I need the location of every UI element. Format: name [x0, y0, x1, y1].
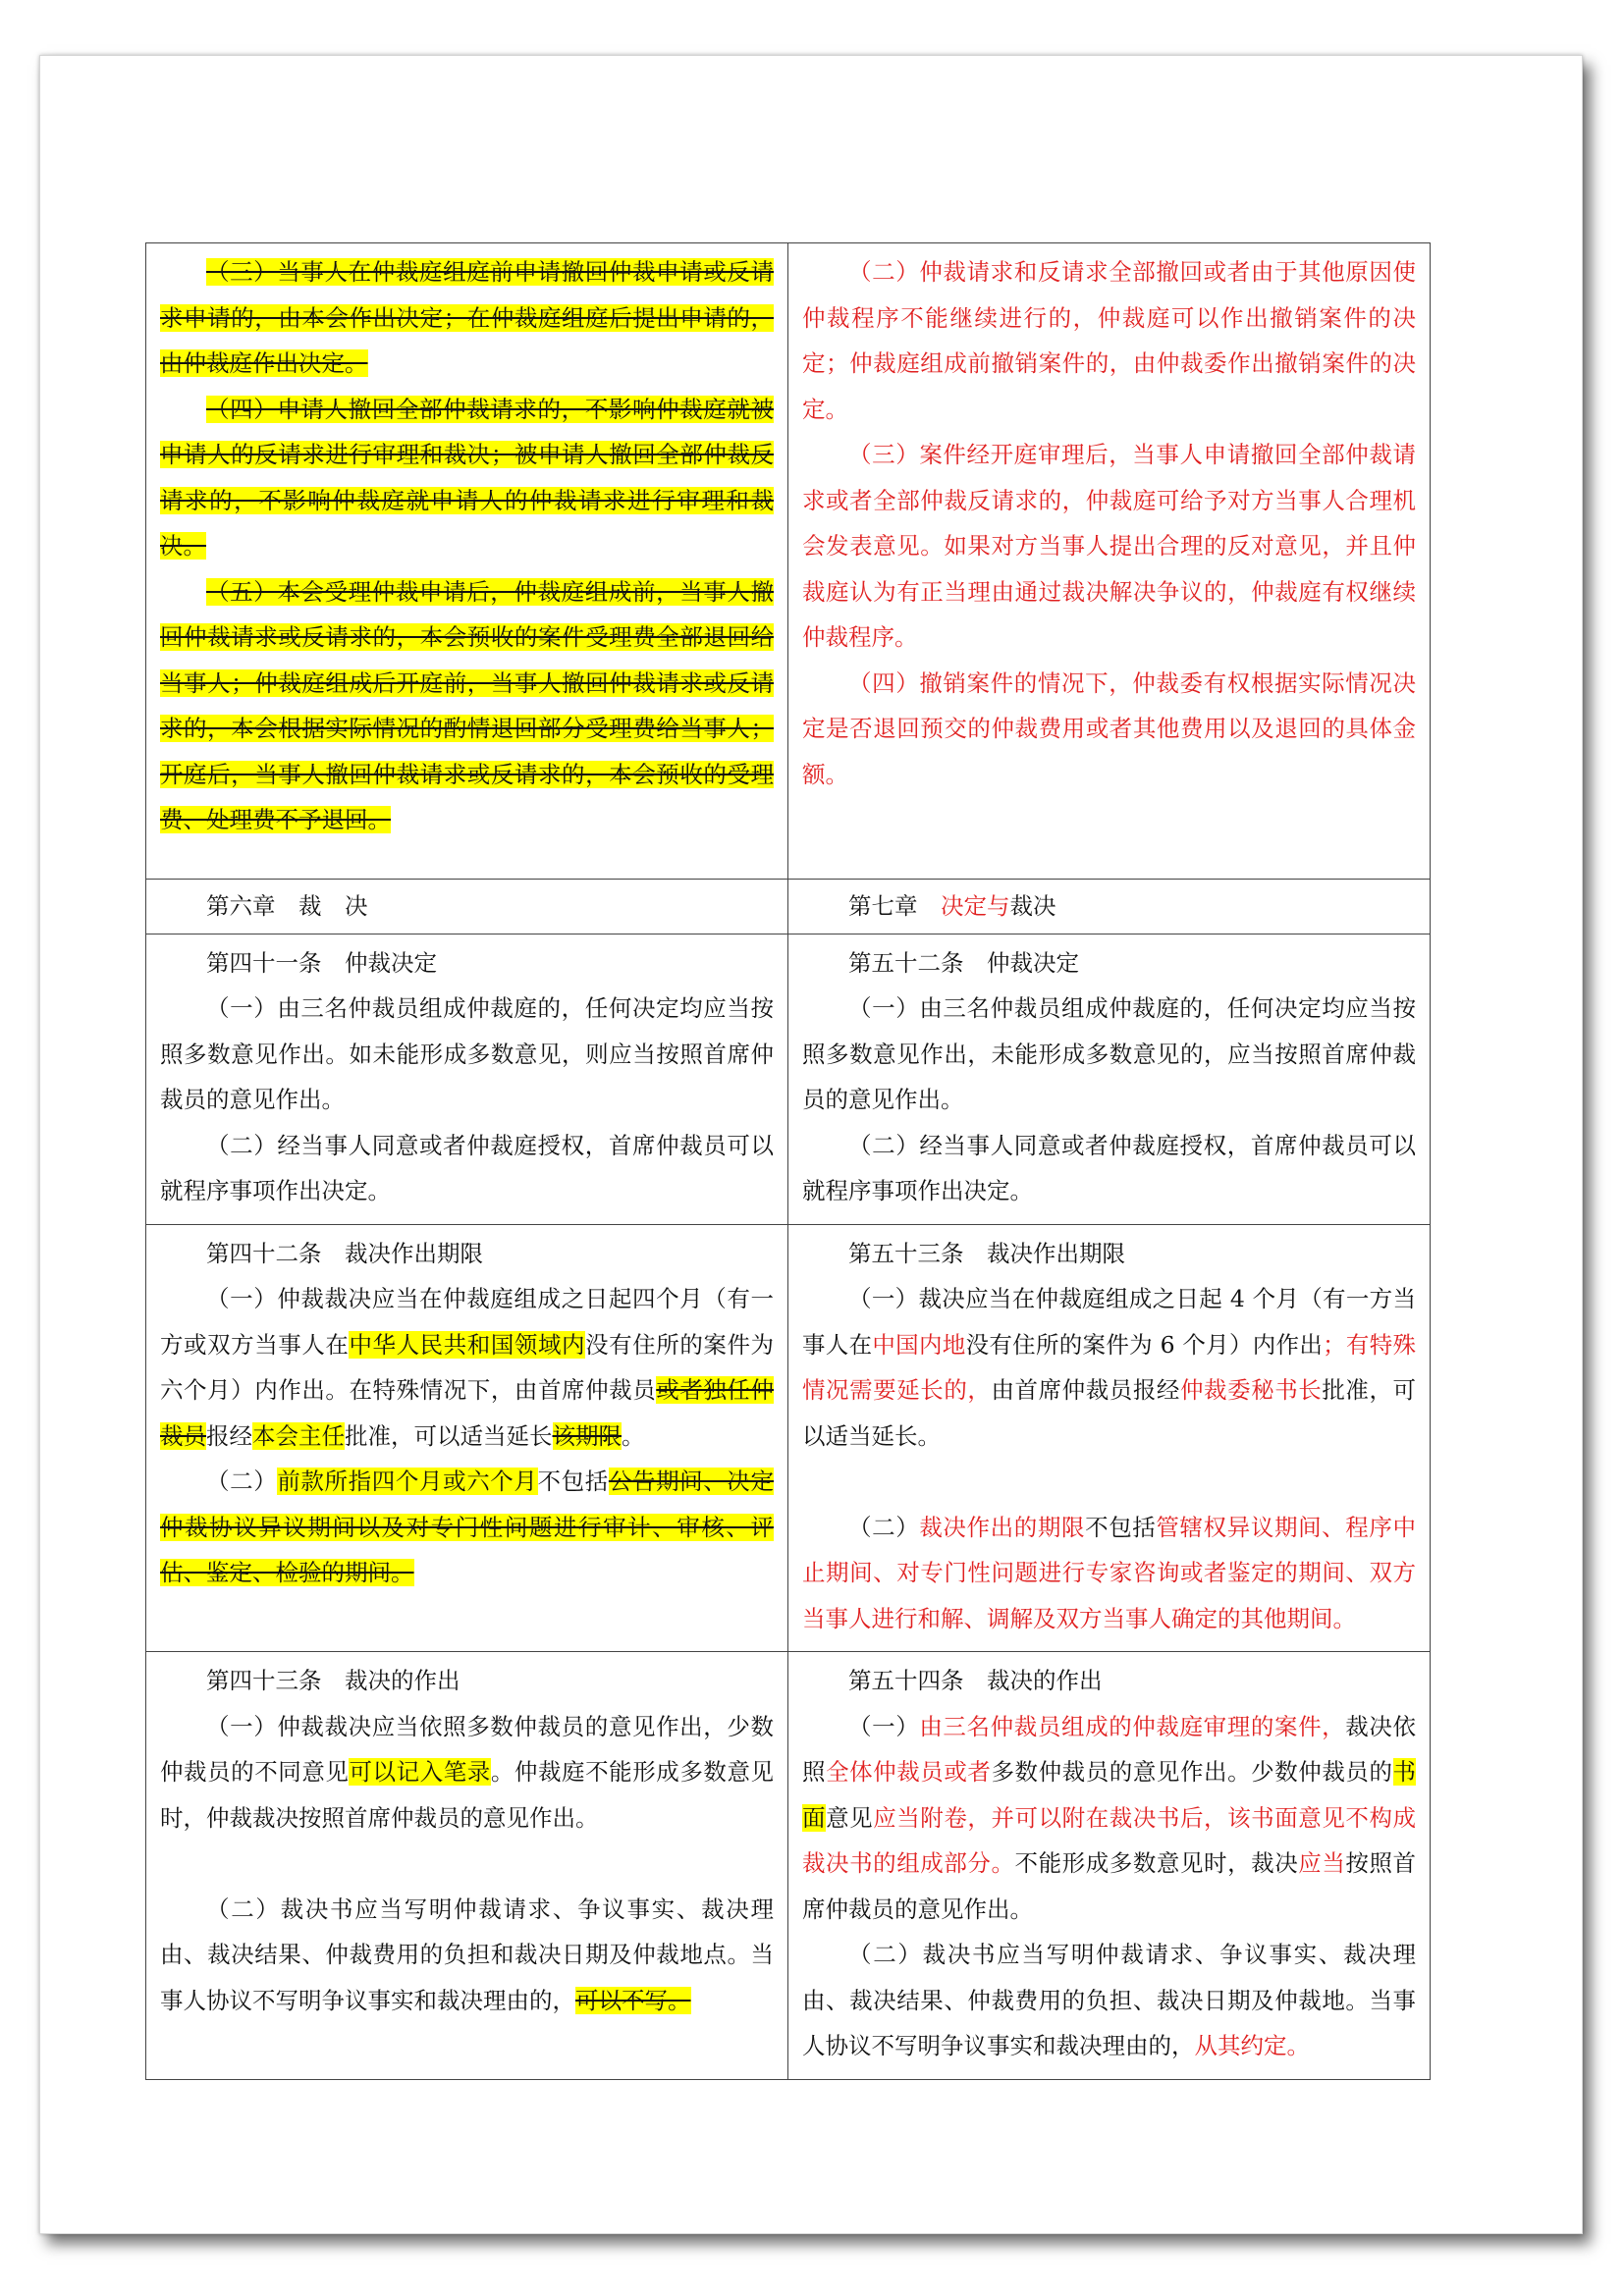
text-run: 第七章	[848, 892, 941, 920]
text-run: 可以不写。	[575, 1986, 691, 2014]
chapter-header-row	[146, 880, 1431, 934]
new-rules-cell	[788, 243, 1431, 880]
new-rules-cell	[788, 934, 1431, 1224]
text-run: 裁决作出的期限	[919, 1513, 1086, 1541]
text-run: （三）案件经开庭审理后，当事人申请撤回全部仲裁请求或者全部仲裁反请求的，仲裁庭可给予对方当事人合理机会发表意见。如果对方当事人提出合理的反对意见，并且仲裁庭认为有正当理由通过裁决解决争议的，仲裁庭有权继续仲裁程序。	[802, 441, 1416, 651]
text-run: （一）裁决应当在仲裁庭组成之日起 4 个月（有一方当事人在	[802, 1285, 1416, 1359]
text-run: （一）由三名仲裁员组成仲裁庭的，任何决定均应当按照多数意见作出。如未能形成多数意见，则应当按照首席仲裁员的意见作出。	[160, 994, 774, 1113]
old-rules-cell	[146, 934, 788, 1224]
table-row	[146, 1652, 1431, 2080]
article-title	[160, 940, 774, 987]
table-row	[146, 1224, 1431, 1652]
text-run: 应当	[1298, 1849, 1346, 1877]
paragraph	[802, 661, 1416, 798]
text-run: 批准，可以适当延长。	[802, 1376, 1417, 1450]
text-run: 报经	[206, 1421, 252, 1450]
text-run: 可以记入笔录	[349, 1758, 491, 1786]
article-title	[802, 940, 1416, 987]
text-run: 前款所指四个月或六个月	[277, 1468, 538, 1495]
new-rules-cell	[788, 1224, 1431, 1652]
text-run: 第五十二条 仲裁决定	[848, 948, 1079, 977]
new-chapter-heading	[788, 880, 1431, 934]
paragraph	[802, 1505, 1416, 1642]
text-run: 公告期间、决定仲裁协议异议期间以及对专门性问题进行审计、审核、评估、鉴定、检验的期间。	[160, 1468, 775, 1586]
text-run: （一）仲裁裁决应当在仲裁庭组成之日起四个月（有一方或双方当事人在	[160, 1285, 774, 1359]
text-run: 从其约定。	[1194, 2032, 1310, 2059]
text-run: 不包括	[1085, 1513, 1157, 1541]
old-chapter-heading	[146, 880, 788, 934]
text-run: 。仲裁庭不能形成多数意见时，仲裁裁决按照首席仲裁员的意见作出。	[160, 1758, 775, 1832]
paragraph	[802, 249, 1416, 432]
paragraph	[160, 986, 774, 1123]
text-run: （二）	[848, 1513, 920, 1541]
text-run: （一）由三名仲裁员组成仲裁庭的，任何决定均应当按照多数意见作出，未能形成多数意见的，应当按照首席仲裁员的意见作出。	[802, 994, 1416, 1113]
text-run: 或者独任仲裁员	[160, 1376, 775, 1450]
text-run: （五）本会受理仲裁申请后，仲裁庭组成前，当事人撤回仲裁请求或反请求的，本会预收的案件受理费全部退回给当事人；仲裁庭组成后开庭前，当事人撤回仲裁请求或反请求的，本会根据实际情况的酌情退回部分受理费给当事人；开庭后，当事人撤回仲裁请求或反请求的，本会预收的受理费、处理费不予退回。	[160, 577, 774, 833]
paragraph	[802, 986, 1416, 1123]
text-run: 不能形成多数意见时，裁决	[1014, 1849, 1299, 1877]
table-row	[146, 934, 1431, 1224]
new-rules-cell	[788, 1652, 1431, 2080]
text-run: 裁决依照	[802, 1712, 1417, 1786]
text-run: 意见	[826, 1803, 874, 1832]
text-run: 批准，可以适当延长	[345, 1421, 553, 1450]
text-run: （二）经当事人同意或者仲裁庭授权，首席仲裁员可以就程序事项作出决定。	[160, 1131, 774, 1204]
text-run: 第四十三条 裁决的作出	[206, 1667, 460, 1694]
text-run: ；有特殊情况需要延长的，	[802, 1330, 1417, 1404]
text-run: （一）仲裁裁决应当依照多数仲裁员的意见作出，少数仲裁员的不同意见	[160, 1712, 774, 1786]
article-title	[802, 1231, 1416, 1277]
paragraph	[160, 1887, 774, 2024]
text-run: 中华人民共和国领域内	[349, 1330, 586, 1359]
text-run: （四）撤销案件的情况下，仲裁委有权根据实际情况决定是否退回预交的仲裁费用或者其他费用以及退回的具体金额。	[802, 668, 1416, 788]
text-run: （二）仲裁请求和反请求全部撤回或者由于其他原因使仲裁程序不能继续进行的，仲裁庭可以作出撤销案件的决定；仲裁庭组成前撤销案件的，由仲裁委作出撤销案件的决定。	[802, 258, 1416, 423]
table-row	[146, 243, 1431, 880]
old-rules-cell	[146, 1224, 788, 1652]
text-run: 仲裁委秘书长	[1179, 1376, 1323, 1404]
text-run: 管辖权异议期间、程序中止期间、对专门性问题进行专家咨询或者鉴定的期间、双方当事人进行和解、调解及双方当事人确定的其他期间。	[802, 1513, 1417, 1632]
paragraph	[160, 1459, 774, 1596]
paragraph	[160, 1704, 774, 1842]
paragraph	[160, 1123, 774, 1214]
text-run: 由首席仲裁员报经	[991, 1376, 1180, 1404]
comparison-table	[145, 242, 1431, 2080]
text-run: 第五十四条 裁决的作出	[848, 1667, 1103, 1694]
old-rules-cell	[146, 1652, 788, 2080]
text-run: 全体仲裁员或者	[826, 1758, 992, 1786]
text-run: 第四十一条 仲裁决定	[206, 948, 437, 977]
paragraph	[802, 1123, 1416, 1214]
text-run: 决定与	[941, 892, 1010, 920]
text-run: 中国内地	[872, 1330, 966, 1359]
paragraph	[802, 1704, 1416, 1933]
text-run: （二）裁决书应当写明仲裁请求、争议事实、裁决理由、裁决结果、仲裁费用的负担、裁决日期及仲裁地。当事人协议不写明争议事实和裁决理由的，	[802, 1941, 1416, 2059]
text-run: （四）申请人撤回全部仲裁请求的，不影响仲裁庭就被申请人的反请求进行审理和裁决；被申请人撤回全部仲裁反请求的，不影响仲裁庭就申请人的仲裁请求进行审理和裁决。	[160, 395, 774, 560]
text-run: 裁决	[1009, 892, 1056, 920]
text-run: 该期限	[552, 1421, 622, 1450]
paragraph	[802, 432, 1416, 661]
text-run: 第五十三条 裁决作出期限	[848, 1239, 1125, 1267]
text-run: 第六章 裁 决	[206, 892, 368, 920]
text-run: （二）经当事人同意或者仲裁庭授权，首席仲裁员可以就程序事项作出决定。	[802, 1131, 1416, 1204]
text-run: 第四十二条 裁决作出期限	[206, 1239, 483, 1267]
text-run: （三）当事人在仲裁庭组庭前申请撤回仲裁申请或反请求申请的，由本会作出决定；在仲裁庭组庭后提出申请的，由仲裁庭作出决定。	[160, 258, 774, 377]
old-rules-cell	[146, 243, 788, 880]
text-run: 没有住所的案件为六个月）内作出。在特殊情况下，由首席仲裁员	[160, 1330, 775, 1404]
paragraph	[160, 387, 774, 569]
paragraph	[160, 569, 774, 843]
paragraph	[160, 249, 774, 387]
article-title	[802, 1658, 1416, 1704]
article-title	[160, 1231, 774, 1277]
text-run: 不包括	[537, 1468, 609, 1495]
text-run: 多数仲裁员的意见作出。少数仲裁员的	[991, 1758, 1393, 1786]
text-run: 由三名仲裁员组成的仲裁庭审理的案件，	[919, 1712, 1346, 1740]
paragraph	[802, 1932, 1416, 2069]
text-run: 按照首席仲裁员的意见作出。	[802, 1849, 1417, 1923]
text-run: 没有住所的案件为 6 个月）内作出	[965, 1330, 1324, 1359]
text-run: （二）	[206, 1468, 278, 1495]
text-run: 本会主任	[252, 1421, 345, 1450]
heading	[160, 883, 774, 930]
text-run: 应当附卷，并可以附在裁决书后，该书面意见不构成裁决书的组成部分。	[802, 1803, 1417, 1877]
text-run: （二）裁决书应当写明仲裁请求、争议事实、裁决理由、裁决结果、仲裁费用的负担和裁决日期及仲裁地点。当事人协议不写明争议事实和裁决理由的，	[160, 1895, 774, 2014]
paragraph	[160, 1276, 774, 1459]
text-run: （一）	[848, 1712, 920, 1740]
heading	[802, 883, 1416, 930]
text-run: 书面	[802, 1758, 1417, 1832]
paragraph	[802, 1276, 1416, 1459]
article-title	[160, 1658, 774, 1704]
text-run: 。	[622, 1421, 645, 1450]
